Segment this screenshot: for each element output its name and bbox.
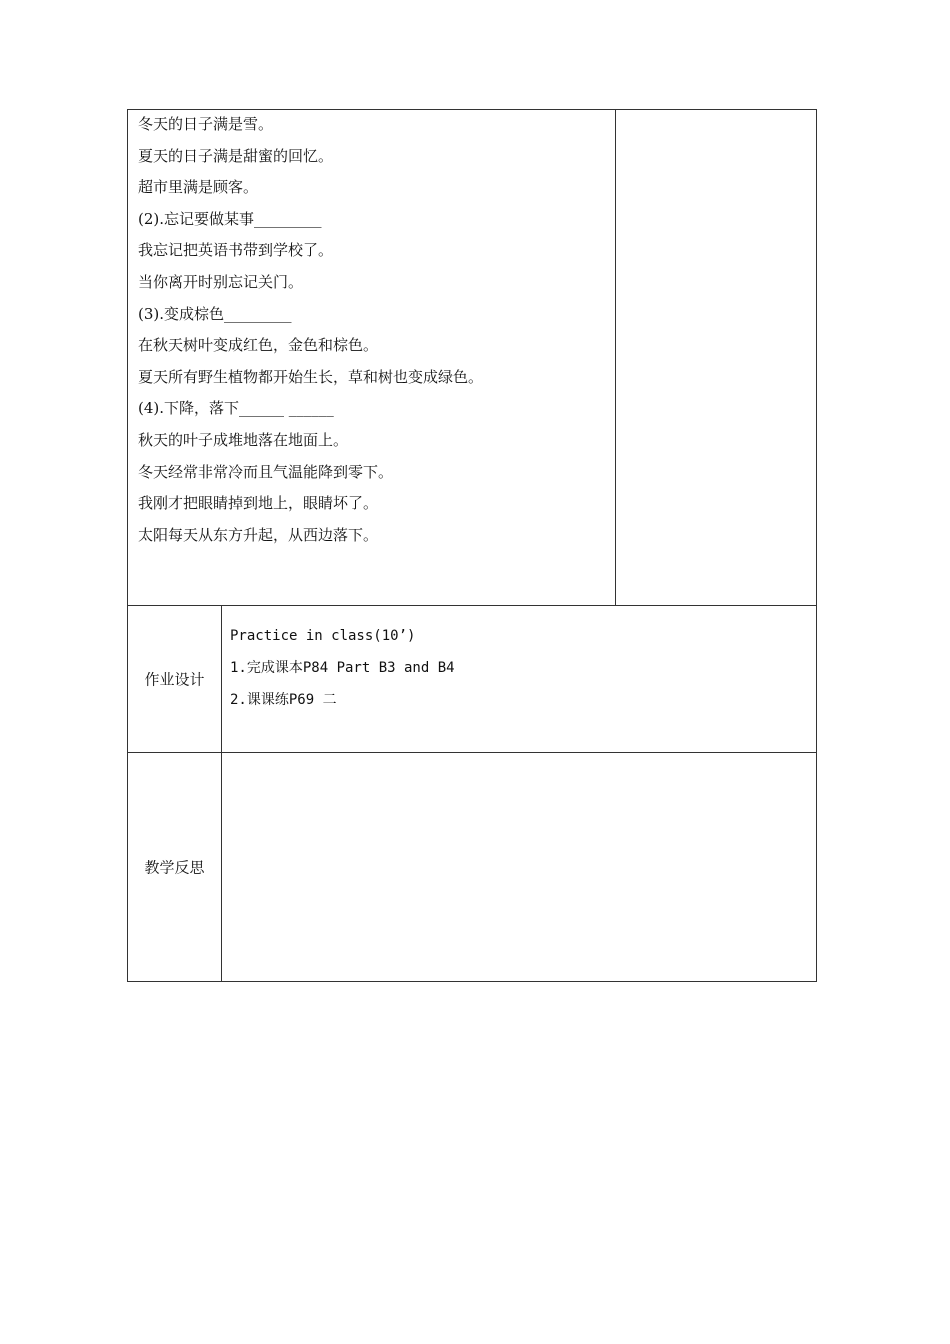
example-line: 我忘记把英语书带到学校了。 (138, 241, 334, 260)
example-line: 冬天经常非常冷而且气温能降到零下。 (138, 462, 394, 481)
homework-lines (230, 626, 810, 722)
homework-line: 2.课课练P69 二 (230, 692, 337, 708)
example-line: 我刚才把眼睛掉到地上，眼睛坏了。 (138, 494, 379, 513)
phrase-heading: (2).忘记要做某事_________ (138, 209, 322, 228)
homework-line: 1.完成课本P84 Part B3 and B4 (230, 660, 455, 676)
example-line: 超市里满是顾客。 (138, 178, 259, 197)
homework-label: 作业设计 (144, 670, 205, 689)
homework-label-cell (127, 605, 222, 753)
examples-lines (138, 112, 609, 554)
examples-cell (127, 109, 616, 606)
example-line: 太阳每天从东方升起，从西边落下。 (138, 525, 379, 544)
example-line: 秋天的叶子成堆地落在地面上。 (138, 430, 349, 449)
reflection-label: 教学反思 (144, 858, 205, 877)
homework-content-cell (221, 605, 817, 753)
phrase-heading: (4).下降，落下______ ______ (138, 399, 334, 418)
phrase-heading: (3).变成棕色_________ (138, 304, 292, 323)
example-line: 在秋天树叶变成红色，金色和棕色。 (138, 336, 379, 355)
homework-line: Practice in class(10’) (230, 628, 416, 644)
notes-side-cell (615, 109, 817, 606)
example-line: 夏天所有野生植物都开始生长，草和树也变成绿色。 (138, 367, 484, 386)
reflection-label-cell (127, 752, 222, 982)
example-line: 冬天的日子满是雪。 (138, 115, 274, 133)
example-line: 当你离开时别忘记关门。 (138, 272, 304, 291)
example-line: 夏天的日子满是甜蜜的回忆。 (138, 146, 334, 165)
reflection-content-cell (221, 752, 817, 982)
